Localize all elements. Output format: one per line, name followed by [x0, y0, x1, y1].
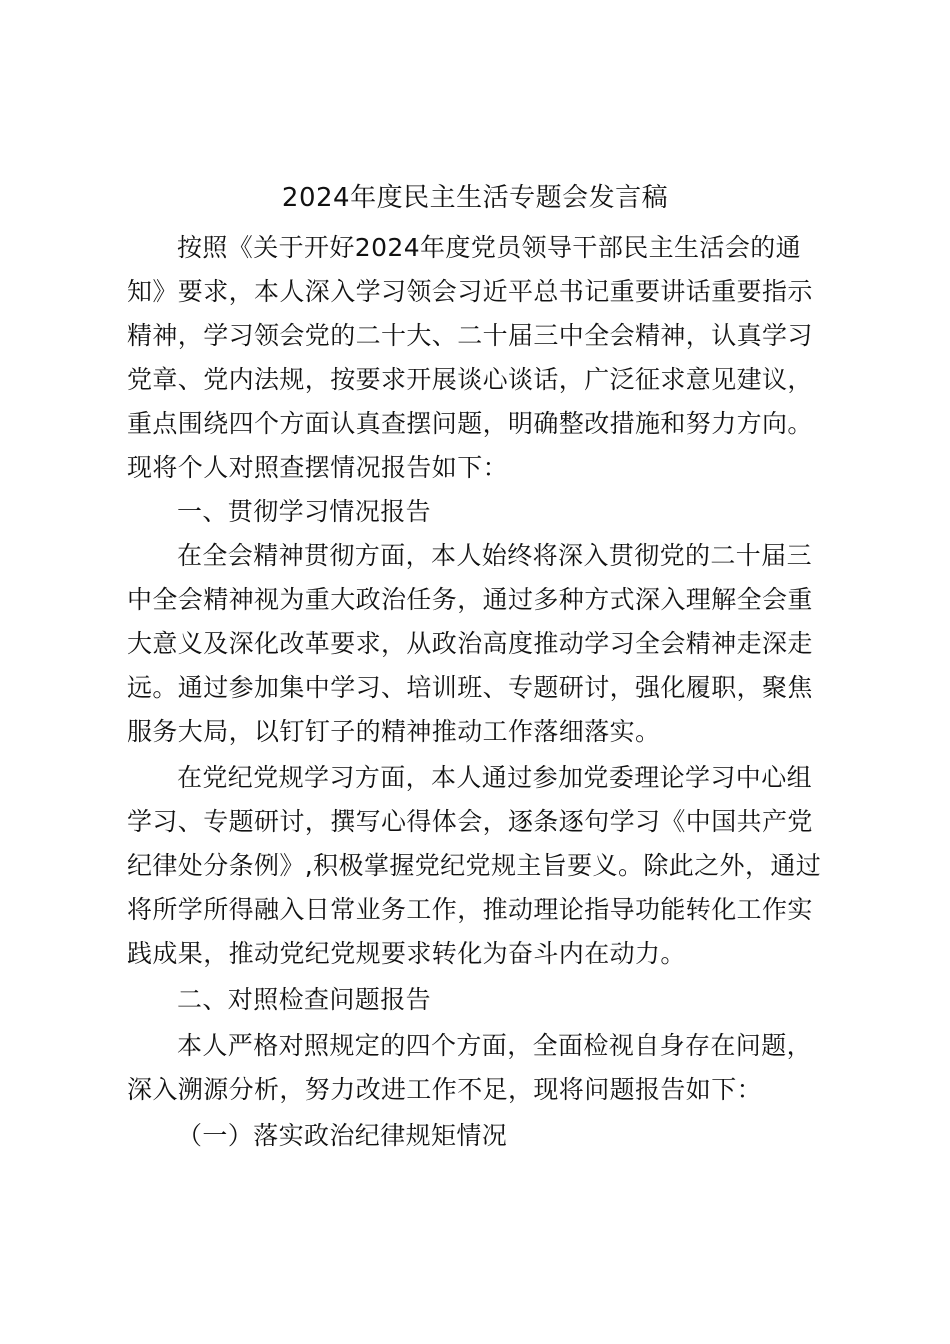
- subsection-heading: （一）落实政治纪律规矩情况: [177, 1121, 508, 1150]
- paragraph-line: 大意义及深化改革要求，从政治高度推动学习全会精神走深走: [127, 629, 813, 658]
- paragraph-line: 中全会精神视为重大政治任务，通过多种方式深入理解全会重: [127, 585, 813, 614]
- paragraph-line: 践成果，推动党纪党规要求转化为奋斗内在动力。: [127, 939, 686, 968]
- paragraph-line: 在党纪党规学习方面，本人通过参加党委理论学习中心组: [177, 763, 813, 792]
- paragraph-line: 服务大局，以钉钉子的精神推动工作落细落实。: [127, 717, 661, 746]
- paragraph-line: 在全会精神贯彻方面，本人始终将深入贯彻党的二十届三: [177, 541, 813, 570]
- document-title: 2024年度民主生活专题会发言稿: [281, 183, 669, 213]
- paragraph-line: 按照《关于开好2024年度党员领导干部民主生活会的通: [177, 233, 802, 262]
- paragraph-line: 将所学所得融入日常业务工作，推动理论指导功能转化工作实: [127, 895, 813, 924]
- paragraph-line: 深入溯源分析，努力改进工作不足，现将问题报告如下：: [127, 1075, 763, 1104]
- paragraph-line: 精神，学习领会党的二十大、二十届三中全会精神，认真学习: [127, 321, 813, 350]
- paragraph-line: 纪律处分条例》,积极掌握党纪党规主旨要义。除此之外，通过: [127, 851, 822, 880]
- paragraph-line: 重点围绕四个方面认真查摆问题，明确整改措施和努力方向。: [127, 409, 813, 438]
- paragraph-line: 党章、党内法规，按要求开展谈心谈话，广泛征求意见建议，: [127, 365, 813, 394]
- paragraph-line: 学习、专题研讨，撰写心得体会，逐条逐句学习《中国共产党: [127, 807, 813, 836]
- paragraph-line: 本人严格对照规定的四个方面，全面检视自身存在问题，: [177, 1031, 813, 1060]
- paragraph-line: 现将个人对照查摆情况报告如下：: [127, 453, 509, 482]
- paragraph-line: 知》要求，本人深入学习领会习近平总书记重要讲话重要指示: [127, 277, 813, 306]
- section-heading: 二、对照检查问题报告: [177, 985, 432, 1014]
- section-heading: 一、贯彻学习情况报告: [177, 497, 432, 526]
- paragraph-line: 远。通过参加集中学习、培训班、专题研讨，强化履职，聚焦: [127, 673, 813, 702]
